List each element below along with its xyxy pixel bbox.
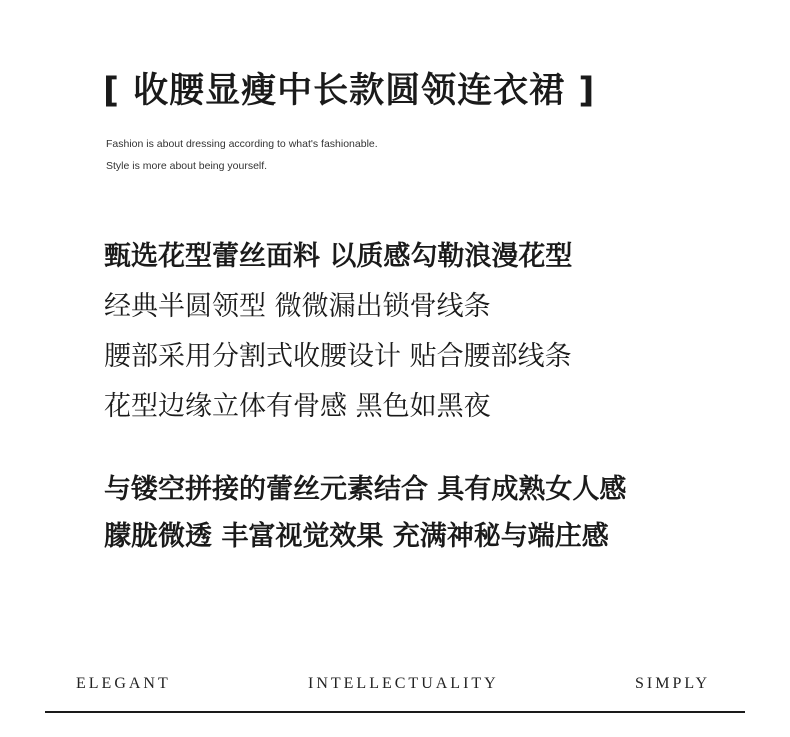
highlight-line: 朦胧微透 丰富视觉效果 充满神秘与端庄感 <box>104 521 609 552</box>
footer-word-simply: SIMPLY <box>635 675 711 692</box>
description-line: 甄选花型蕾丝面料 以质感勾勒浪漫花型 <box>104 241 573 272</box>
description-line: 花型边缘立体有骨感 黑色如黑夜 <box>104 391 491 422</box>
tagline-line-2: Style is more about being yourself. <box>106 160 268 172</box>
page-title: [ 收腰显瘦中长款圆领连衣裙 ] <box>103 71 596 111</box>
highlight-block <box>104 466 626 560</box>
highlight-line: 与镂空拼接的蕾丝元素结合 具有成熟女人感 <box>104 474 627 505</box>
footer-divider <box>45 711 745 713</box>
footer-word-elegant: ELEGANT <box>76 675 171 692</box>
description-line: 腰部采用分割式收腰设计 贴合腰部线条 <box>104 341 572 372</box>
description-block <box>104 232 572 432</box>
tagline-line-1: Fashion is about dressing according to what's fashionable. <box>106 138 378 150</box>
footer-word-intellectuality: INTELLECTUALITY <box>308 675 499 692</box>
description-line: 经典半圆领型 微微漏出锁骨线条 <box>104 291 491 322</box>
